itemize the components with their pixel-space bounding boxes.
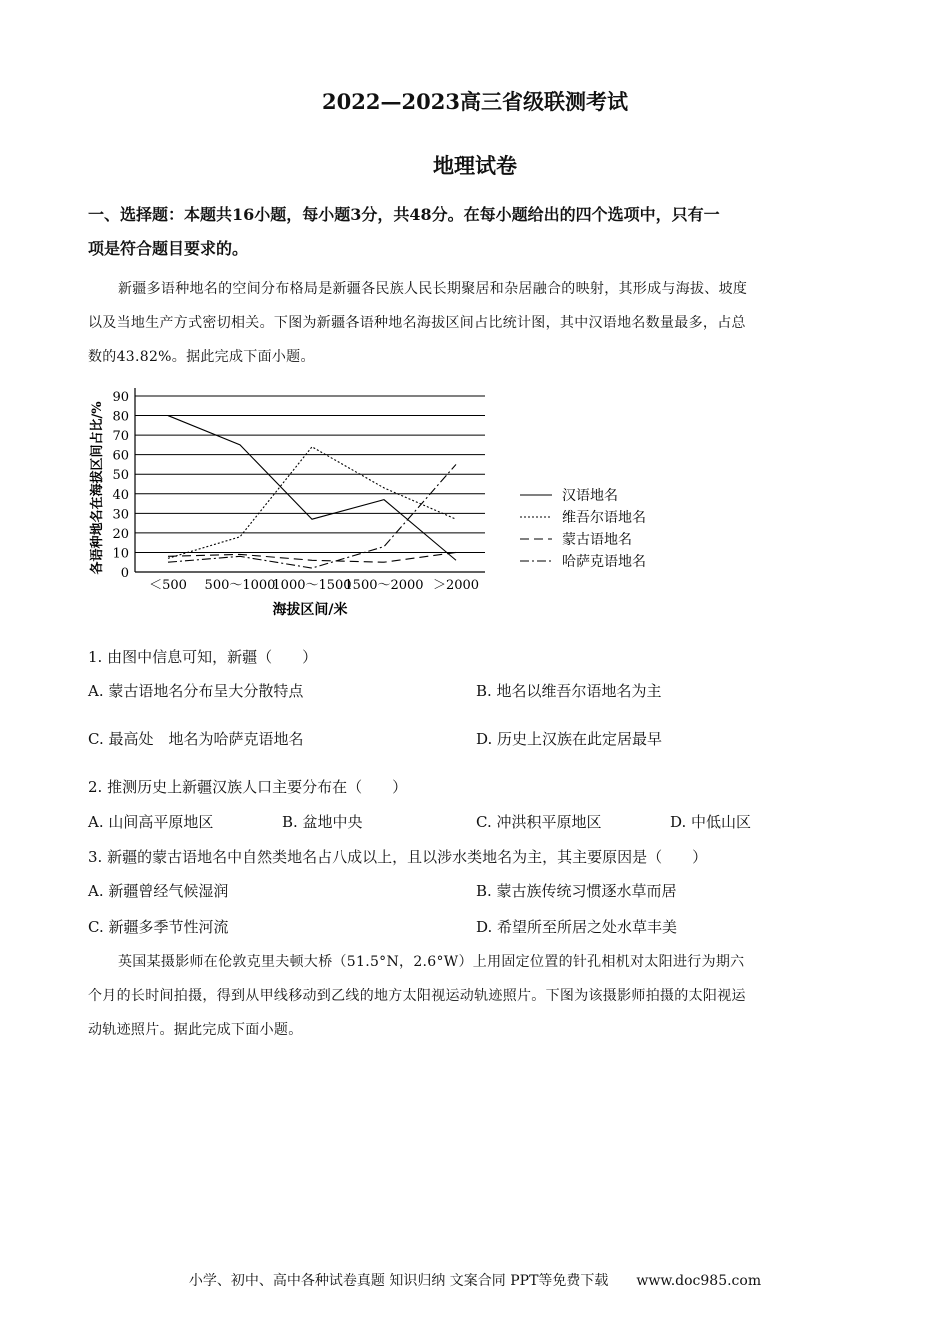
intro1-line2: 以及当地生产方式密切相关。下图为新疆各语种地名海拔区间占比统计图，其中汉语地名数量最多，占总 <box>88 315 746 331</box>
page-footer: 小学、初中、高中各种试卷真题 知识归纳 文案合同 PPT等免费下载 www.doc985.com <box>188 1273 762 1289</box>
y-tick-labels <box>112 390 129 581</box>
q1-option-d[interactable]: D. 历史上汉族在此定居最早 <box>476 730 663 748</box>
q2-option-a[interactable]: A. 山间高平原地区 <box>88 813 214 831</box>
q2-option-b[interactable]: B. 盆地中央 <box>282 813 363 831</box>
q3-option-b[interactable]: B. 蒙古族传统习惯逐水草而居 <box>476 882 677 900</box>
y-tick-label: 50 <box>112 468 129 484</box>
chart-grid <box>135 388 485 572</box>
q1-option-a[interactable]: A. 蒙古语地名分布呈大分散特点 <box>88 682 304 700</box>
series-line-2 <box>168 447 456 558</box>
y-tick-label: 60 <box>112 448 129 464</box>
x-tick-label: ＞2000 <box>432 578 480 593</box>
x-tick-labels <box>149 578 479 593</box>
chart-series <box>168 416 456 569</box>
y-tick-label: 90 <box>112 390 129 405</box>
y-tick-label: 80 <box>112 409 129 425</box>
intro2-line1: 英国某摄影师在伦敦克里夫顿大桥（51.5°N，2.6°W）上用固定位置的针孔相机对太阳进行为期六 <box>118 954 745 970</box>
y-tick-label: 70 <box>112 429 129 445</box>
y-axis-label: 各语种地名在海拔区间占比/% <box>90 401 105 575</box>
chart-legend <box>520 487 646 570</box>
intro2-line3: 动轨迹照片。据此完成下面小题。 <box>88 1022 303 1038</box>
y-tick-label: 0 <box>120 566 129 581</box>
x-tick-label: 500～1000 <box>204 578 276 593</box>
legend-label: 蒙古语地名 <box>562 532 632 548</box>
intro-paragraph-2 <box>88 945 864 1047</box>
q2-stem: 2. 推测历史上新疆汉族人口主要分布在（ ） <box>88 778 408 796</box>
q1-option-c[interactable]: C. 最高处 地名为哈萨克语地名 <box>88 730 304 748</box>
document-title: 2022—2023高三省级联测考试 <box>322 89 628 114</box>
q3-option-c[interactable]: C. 新疆多季节性河流 <box>88 918 229 936</box>
y-tick-label: 40 <box>112 487 129 503</box>
q3-stem: 3. 新疆的蒙古语地名中自然类地名占八成以上，且以涉水类地名为主，其主要原因是（ ） <box>88 848 708 866</box>
intro1-line3: 数的43.82%。据此完成下面小题。 <box>88 349 315 365</box>
y-tick-label: 30 <box>112 507 129 523</box>
section-heading-line1: 一、选择题：本题共16小题，每小题3分，共48分。在每小题给出的四个选项中，只有一 <box>88 205 720 224</box>
q2-option-c[interactable]: C. 冲洪积平原地区 <box>476 813 602 831</box>
intro1-line1: 新疆多语种地名的空间分布格局是新疆各民族人民长期聚居和杂居融合的映射，其形成与海拔、坡度 <box>118 281 748 297</box>
legend-label: 哈萨克语地名 <box>562 554 646 570</box>
document-subtitle: 地理试卷 <box>433 153 517 178</box>
series-line-1 <box>168 416 456 561</box>
section-heading <box>88 198 868 266</box>
q2-option-d[interactable]: D. 中低山区 <box>670 813 752 831</box>
q1-stem: 1. 由图中信息可知，新疆（ ） <box>88 648 318 666</box>
intro2-line2: 个月的长时间拍摄，得到从甲线移动到乙线的地方太阳视运动轨迹照片。下图为该摄影师拍摄的太阳视运 <box>88 988 746 1004</box>
x-tick-label: ＜500 <box>149 578 187 593</box>
q3-option-d[interactable]: D. 希望所至所居之处水草丰美 <box>476 918 678 936</box>
x-tick-label: 1000～1500 <box>272 578 352 593</box>
section-heading-line2: 项是符合题目要求的。 <box>88 239 249 258</box>
legend-label: 维吾尔语地名 <box>562 510 646 526</box>
series-line-3 <box>168 552 456 562</box>
intro-paragraph-1 <box>88 272 864 374</box>
x-tick-label: 1500～2000 <box>344 578 424 593</box>
y-tick-label: 20 <box>112 526 129 542</box>
q3-option-a[interactable]: A. 新疆曾经气候湿润 <box>88 882 229 900</box>
line-chart <box>80 378 680 628</box>
y-tick-label: 10 <box>112 546 129 562</box>
x-axis-label: 海拔区间/米 <box>272 602 348 618</box>
q1-option-b[interactable]: B. 地名以维吾尔语地名为主 <box>476 682 662 700</box>
legend-label: 汉语地名 <box>562 488 618 504</box>
